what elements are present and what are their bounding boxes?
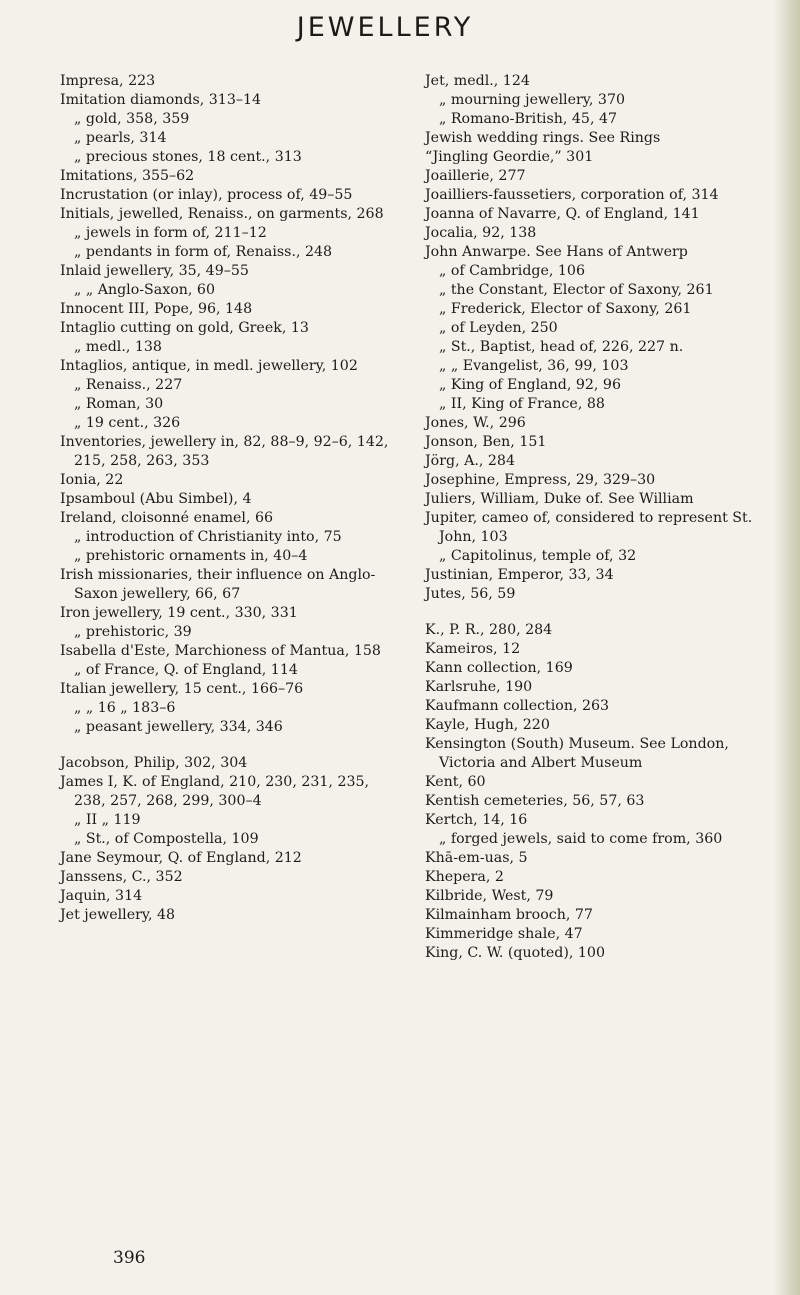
- index-entry: Josephine, Empress, 29, 329–30: [425, 472, 656, 488]
- index-entry: Justinian, Emperor, 33, 34: [425, 567, 614, 583]
- index-entry: Isabella d'Este, Marchioness of Mantua, 158: [60, 643, 381, 659]
- index-entry: Impresa, 223: [60, 73, 156, 89]
- index-entry: Kaufmann collection, 263: [425, 698, 610, 714]
- index-entry: Kertch, 14, 16: [425, 812, 528, 828]
- index-entry: James I, K. of England, 210, 230, 231, 235, 238, 257, 268, 299, 300–4: [60, 774, 370, 809]
- index-subentry: „ jewels in form of, 211–12: [74, 225, 267, 241]
- index-subentry: „ prehistoric, 39: [74, 624, 192, 640]
- index-column-right: [425, 72, 760, 963]
- index-subentry: „ of Leyden, 250: [439, 320, 558, 336]
- index-subentry: „ Frederick, Elector of Saxony, 261: [439, 301, 692, 317]
- index-subentry: „ Renaiss., 227: [74, 377, 183, 393]
- index-entry: Irish missionaries, their influence on Anglo-Saxon jewellery, 66, 67: [60, 567, 376, 602]
- index-subentry: „ of France, Q. of England, 114: [74, 662, 298, 678]
- index-entry: Jane Seymour, Q. of England, 212: [60, 850, 302, 866]
- index-subentry: „ Romano-British, 45, 47: [439, 111, 618, 127]
- index-subentry: „ „ Anglo-Saxon, 60: [74, 282, 215, 298]
- index-entry: Kimmeridge shale, 47: [425, 926, 583, 942]
- section-gap: [425, 604, 760, 621]
- index-entry: King, C. W. (quoted), 100: [425, 945, 605, 961]
- index-entry: Jones, W., 296: [425, 415, 526, 431]
- index-entry: Inventories, jewellery in, 82, 88–9, 92–6, 142, 215, 258, 263, 353: [60, 434, 389, 469]
- index-subentry: „ pearls, 314: [74, 130, 167, 146]
- index-entry: Ireland, cloisonné enamel, 66: [60, 510, 274, 526]
- page-title: JEWELLERY: [296, 12, 474, 43]
- index-entry: Kilbride, West, 79: [425, 888, 554, 904]
- index-entry: Kensington (South) Museum. See London, Victoria and Albert Museum: [425, 736, 729, 771]
- index-entry: Inlaid jewellery, 35, 49–55: [60, 263, 249, 279]
- index-entry: Jonson, Ben, 151: [425, 434, 547, 450]
- index-subentry: „ forged jewels, said to come from, 360: [439, 831, 723, 847]
- index-entry: Jutes, 56, 59: [425, 586, 516, 602]
- index-subentry: „ the Constant, Elector of Saxony, 261: [439, 282, 714, 298]
- index-entry: Kilmainham brooch, 77: [425, 907, 593, 923]
- index-column-left: [60, 72, 390, 925]
- index-subentry: „ medl., 138: [74, 339, 162, 355]
- index-entry: Khā-em-uas, 5: [425, 850, 528, 866]
- page-edge-shadow: [774, 0, 800, 1295]
- index-subentry: „ Roman, 30: [74, 396, 164, 412]
- index-entry: Ionia, 22: [60, 472, 124, 488]
- index-entry: Imitation diamonds, 313–14: [60, 92, 262, 108]
- index-subentry: „ II „ 119: [74, 812, 141, 828]
- index-entry: Intaglios, antique, in medl. jewellery, 102: [60, 358, 358, 374]
- index-subentry: „ „ Evangelist, 36, 99, 103: [439, 358, 629, 374]
- index-entry: Jaquin, 314: [60, 888, 143, 904]
- index-subentry: „ Capitolinus, temple of, 32: [439, 548, 637, 564]
- index-entry: Khepera, 2: [425, 869, 504, 885]
- index-subentry: „ precious stones, 18 cent., 313: [74, 149, 302, 165]
- index-subentry: „ pendants in form of, Renaiss., 248: [74, 244, 333, 260]
- index-entry: Iron jewellery, 19 cent., 330, 331: [60, 605, 298, 621]
- index-entry: Jocalia, 92, 138: [425, 225, 537, 241]
- index-subentry: „ King of England, 92, 96: [439, 377, 621, 393]
- index-entry: Italian jewellery, 15 cent., 166–76: [60, 681, 304, 697]
- index-entry: Kent, 60: [425, 774, 486, 790]
- index-entry: Jewish wedding rings. See Rings: [425, 130, 661, 146]
- index-entry: Joaillerie, 277: [425, 168, 526, 184]
- index-subentry: „ peasant jewellery, 334, 346: [74, 719, 283, 735]
- index-subentry: „ of Cambridge, 106: [439, 263, 585, 279]
- index-entry: Jupiter, cameo of, considered to represent St. John, 103: [425, 510, 753, 545]
- index-entry: Initials, jewelled, Renaiss., on garments, 268: [60, 206, 384, 222]
- index-entry: Kentish cemeteries, 56, 57, 63: [425, 793, 645, 809]
- index-entry: John Anwarpe. See Hans of Antwerp: [425, 244, 688, 260]
- index-entry: Karlsruhe, 190: [425, 679, 533, 695]
- index-subentry: „ introduction of Christianity into, 75: [74, 529, 342, 545]
- index-entry: Imitations, 355–62: [60, 168, 195, 184]
- index-entry: Jacobson, Philip, 302, 304: [60, 755, 248, 771]
- index-subentry: „ 19 cent., 326: [74, 415, 181, 431]
- index-entry: Joanna of Navarre, Q. of England, 141: [425, 206, 700, 222]
- index-subentry: „ mourning jewellery, 370: [439, 92, 625, 108]
- index-subentry: „ St., of Compostella, 109: [74, 831, 259, 847]
- index-subentry: „ II, King of France, 88: [439, 396, 605, 412]
- index-entry: Juliers, William, Duke of. See William: [425, 491, 694, 507]
- index-entry: Jet, medl., 124: [425, 73, 530, 89]
- index-subentry: „ gold, 358, 359: [74, 111, 190, 127]
- index-entry: Incrustation (or inlay), process of, 49–55: [60, 187, 353, 203]
- index-entry: Janssens, C., 352: [60, 869, 183, 885]
- index-entry: Kameiros, 12: [425, 641, 521, 657]
- index-entry: Ipsamboul (Abu Simbel), 4: [60, 491, 252, 507]
- index-entry: “Jingling Geordie,” 301: [425, 149, 594, 165]
- index-subentry: „ „ 16 „ 183–6: [74, 700, 176, 716]
- index-entry: Intaglio cutting on gold, Greek, 13: [60, 320, 309, 336]
- index-entry: Jörg, A., 284: [425, 453, 515, 469]
- index-entry: Innocent III, Pope, 96, 148: [60, 301, 253, 317]
- section-gap: [60, 737, 390, 754]
- index-entry: Kayle, Hugh, 220: [425, 717, 550, 733]
- index-subentry: „ prehistoric ornaments in, 40–4: [74, 548, 308, 564]
- index-subentry: „ St., Baptist, head of, 226, 227 n.: [439, 339, 684, 355]
- index-entry: K., P. R., 280, 284: [425, 622, 553, 638]
- page-number: 396: [113, 1248, 146, 1268]
- index-entry: Joailliers-faussetiers, corporation of, 314: [425, 187, 719, 203]
- index-entry: Kann collection, 169: [425, 660, 573, 676]
- index-entry: Jet jewellery, 48: [60, 907, 176, 923]
